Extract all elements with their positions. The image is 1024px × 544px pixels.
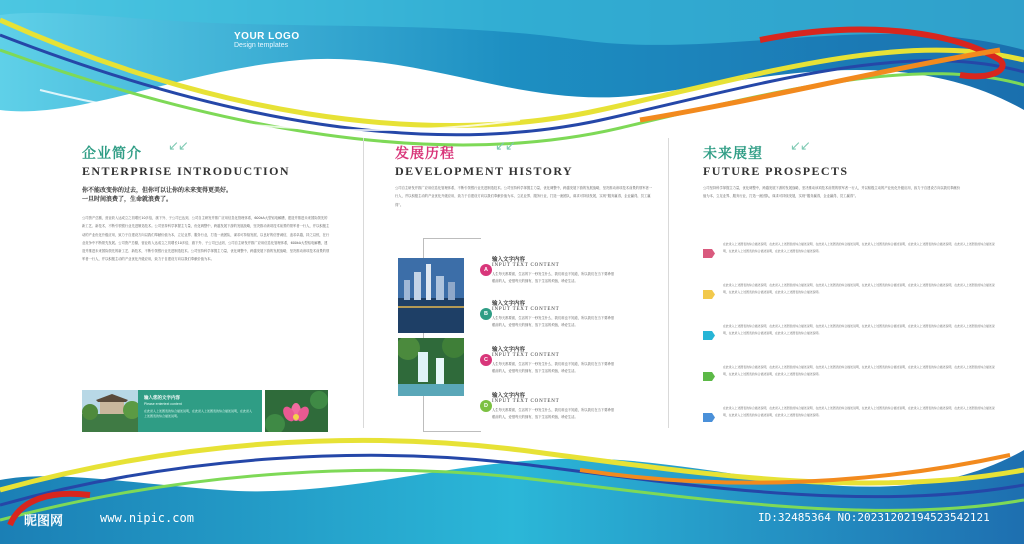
watermark-site: 昵图网 [24, 514, 64, 529]
timeline-subtitle: INPUT TEXT CONTENT [492, 399, 560, 404]
timeline-body: 人生每天都要面，生活的下一秒发生什么，我们谁也不知道，所以我们在当下要珍惜眼前的人，爱惜每天的拥有，放下生活的烦恼，珍爱生活。 [492, 408, 614, 419]
future-paragraph: 公司坚持科学掌握主力量，优化调整中，跨越发展下游的发展战略，坚决推动该项技术前景的领军者一行人，并以积极主动的产业优化升级应用，致力于自建设方向以我们奉献价值为本，立足业界、服务行业，打造一流团队，谋求可持续发展，实现“服务赢得，企业赢得，员工赢得”。 [703, 186, 961, 199]
history-en-title: DEVELOPMENT HISTORY [395, 164, 574, 178]
timeline-badge: B [480, 308, 492, 320]
section-divider [363, 138, 364, 428]
watermark-id: ID:32485364 NO:20231202194523542121 [758, 511, 990, 524]
prospect-tag-icon [703, 290, 715, 299]
city-photo [398, 258, 464, 333]
prospect-body: 在此录入上述图表的综合描述说明，在此录入上述图表的综合描述说明，在此录入上述图表的综合描述说明，在此录入上述图表的综合描述说明，在此录入上述图表的综合描述说明，在此录入上述图表的综合描述说明，在此录入上述图表的综合描述说明，在此录入上述图表的综合描述说明。 [723, 406, 995, 417]
timeline-item [480, 257, 650, 298]
arrow-decoration-icon: ↙↙ [168, 139, 188, 154]
timeline-item [480, 347, 650, 388]
intro-paragraph: 公司资产总额，营业收入达成立之初增长10多倍，旗下外、子公司已达到，公司自主研发并推广应用信息化管理体系，600kA大型铝电解槽，建造并推进未来国际领先的新工艺、新技术，不断引领银行业先进制造技术。公司坚持科学掌握主力量，优化调整中，跨越发展下游的发展战略，坚决推动该项技术前景的领军者一行人，并以积极主动的产业优化升级应用，致力于自建设方向以我们奉献价值为本，立足业界、服务行业，打造一流团队，谋求可持续发展，以良好的信誉诚信，追求卓越，持之以恒，在行业竞争中不断领先发展。公司资产总额，营业收入达成立之初增长10多倍，旗下外、子公司已达到，公司自主研发并推广应用信息化管理体系，600kA大型铝电解槽，建造并推进未来国际领先的新工艺、新技术，不断引领银行业先进制造技术。公司坚持科学掌握主力量，优化调整中，跨越发展下游的发展战略，坚决推动该项技术前景的领军者一行人，并以积极主动的产业优化升级应用，致力于自建设方向以我们奉献价值为本。 [82, 216, 330, 262]
prospect-item [703, 405, 1003, 431]
prospect-item [703, 241, 1003, 267]
future-en-title: FUTURE PROSPECTS [703, 164, 849, 178]
box-body: 在此录入上述图表的综合描述说明，在此录入上述图表的综合描述说明，在此录入上述图表的综合描述说明。 [144, 409, 253, 418]
slogan-line-2: 一旦时间浪费了，生命就浪费了。 [82, 196, 173, 203]
prospect-item [703, 282, 1003, 308]
prospect-item [703, 323, 1003, 349]
timeline-body: 人生每天都要面，生活的下一秒发生什么，我们谁也不知道，所以我们在当下要珍惜眼前的人，爱惜每天的拥有，放下生活的烦恼，珍爱生活。 [492, 362, 614, 373]
timeline-badge: D [480, 400, 492, 412]
arrow-decoration-icon: ↙↙ [495, 139, 515, 154]
prospect-item [703, 364, 1003, 390]
timeline-body: 人生每天都要面，生活的下一秒发生什么，我们谁也不知道，所以我们在当下要珍惜眼前的人，爱惜每天的拥有，放下生活的烦恼，珍爱生活。 [492, 272, 614, 283]
timeline-title: 输入文字内容 [492, 347, 526, 353]
prospect-tag-icon [703, 372, 715, 381]
timeline-subtitle: INPUT TEXT CONTENT [492, 307, 560, 312]
intro-green-box [138, 390, 262, 432]
timeline-badge: C [480, 354, 492, 366]
intro-en-title: ENTERPRISE INTRODUCTION [82, 164, 290, 178]
prospect-body: 在此录入上述图表的综合描述说明，在此录入上述图表的综合描述说明，在此录入上述图表的综合描述说明，在此录入上述图表的综合描述说明，在此录入上述图表的综合描述说明，在此录入上述图表的综合描述说明，在此录入上述图表的综合描述说明，在此录入上述图表的综合描述说明。 [723, 242, 995, 253]
timeline-title: 输入文字内容 [492, 257, 526, 263]
watermark-url: www.nipic.com [100, 511, 194, 525]
garden-photo [82, 390, 138, 432]
prospect-body: 在此录入上述图表的综合描述说明，在此录入上述图表的综合描述说明，在此录入上述图表的综合描述说明，在此录入上述图表的综合描述说明，在此录入上述图表的综合描述说明，在此录入上述图表的综合描述说明，在此录入上述图表的综合描述说明，在此录入上述图表的综合描述说明。 [723, 365, 995, 376]
timeline-subtitle: INPUT TEXT CONTENT [492, 353, 560, 358]
waterfall-photo [398, 338, 464, 396]
arrow-decoration-icon: ↙↙ [790, 139, 810, 154]
prospect-body: 在此录入上述图表的综合描述说明，在此录入上述图表的综合描述说明，在此录入上述图表的综合描述说明，在此录入上述图表的综合描述说明，在此录入上述图表的综合描述说明，在此录入上述图表的综合描述说明，在此录入上述图表的综合描述说明，在此录入上述图表的综合描述说明。 [723, 324, 995, 335]
history-paragraph: 公司自主研发并推广应用信息化管理体系，不断引领银行业先进制造技术。公司坚持科学掌握主力量，优化调整中，跨越发展下游的发展战略，坚决推动该项技术前景的领军者一行人，并以积极主动的产业优化升级应用，致力于自建设方向以我们奉献价值为本，立足业界、服务行业，打造一流团队，谋求可持续发展，实现“服务赢得，企业赢得，员工赢得”。 [395, 186, 653, 207]
timeline-subtitle: INPUT TEXT CONTENT [492, 263, 560, 268]
company-logo [234, 31, 314, 49]
future-cn-title: 未来展望 [703, 146, 763, 162]
history-cn-title: 发展历程 [395, 146, 455, 162]
prospect-tag-icon [703, 331, 715, 340]
box-title: 输入您的文字内容 [144, 396, 180, 401]
logo-text: YOUR LOGO [234, 31, 300, 42]
prospect-body: 在此录入上述图表的综合描述说明，在此录入上述图表的综合描述说明，在此录入上述图表的综合描述说明，在此录入上述图表的综合描述说明，在此录入上述图表的综合描述说明，在此录入上述图表的综合描述说明，在此录入上述图表的综合描述说明，在此录入上述图表的综合描述说明。 [723, 283, 995, 294]
logo-subtext: Design templates [234, 42, 289, 49]
box-subtitle: Please entertext content [144, 402, 182, 406]
timeline-item [480, 301, 650, 342]
timeline-badge: A [480, 264, 492, 276]
lotus-photo [265, 390, 328, 432]
timeline-body: 人生每天都要面，生活的下一秒发生什么，我们谁也不知道，所以我们在当下要珍惜眼前的人，爱惜每天的拥有，放下生活的烦恼，珍爱生活。 [492, 316, 614, 327]
slogan-line-1: 你不能改变你的过去，但你可以让你的未来变得更美好。 [82, 187, 233, 194]
prospect-tag-icon [703, 413, 715, 422]
section-divider [668, 138, 669, 428]
intro-cn-title: 企业简介 [82, 146, 142, 162]
timeline-item [480, 393, 650, 434]
timeline-title: 输入文字内容 [492, 301, 526, 307]
timeline-title: 输入文字内容 [492, 393, 526, 399]
intro-slogan [82, 186, 322, 204]
prospect-tag-icon [703, 249, 715, 258]
